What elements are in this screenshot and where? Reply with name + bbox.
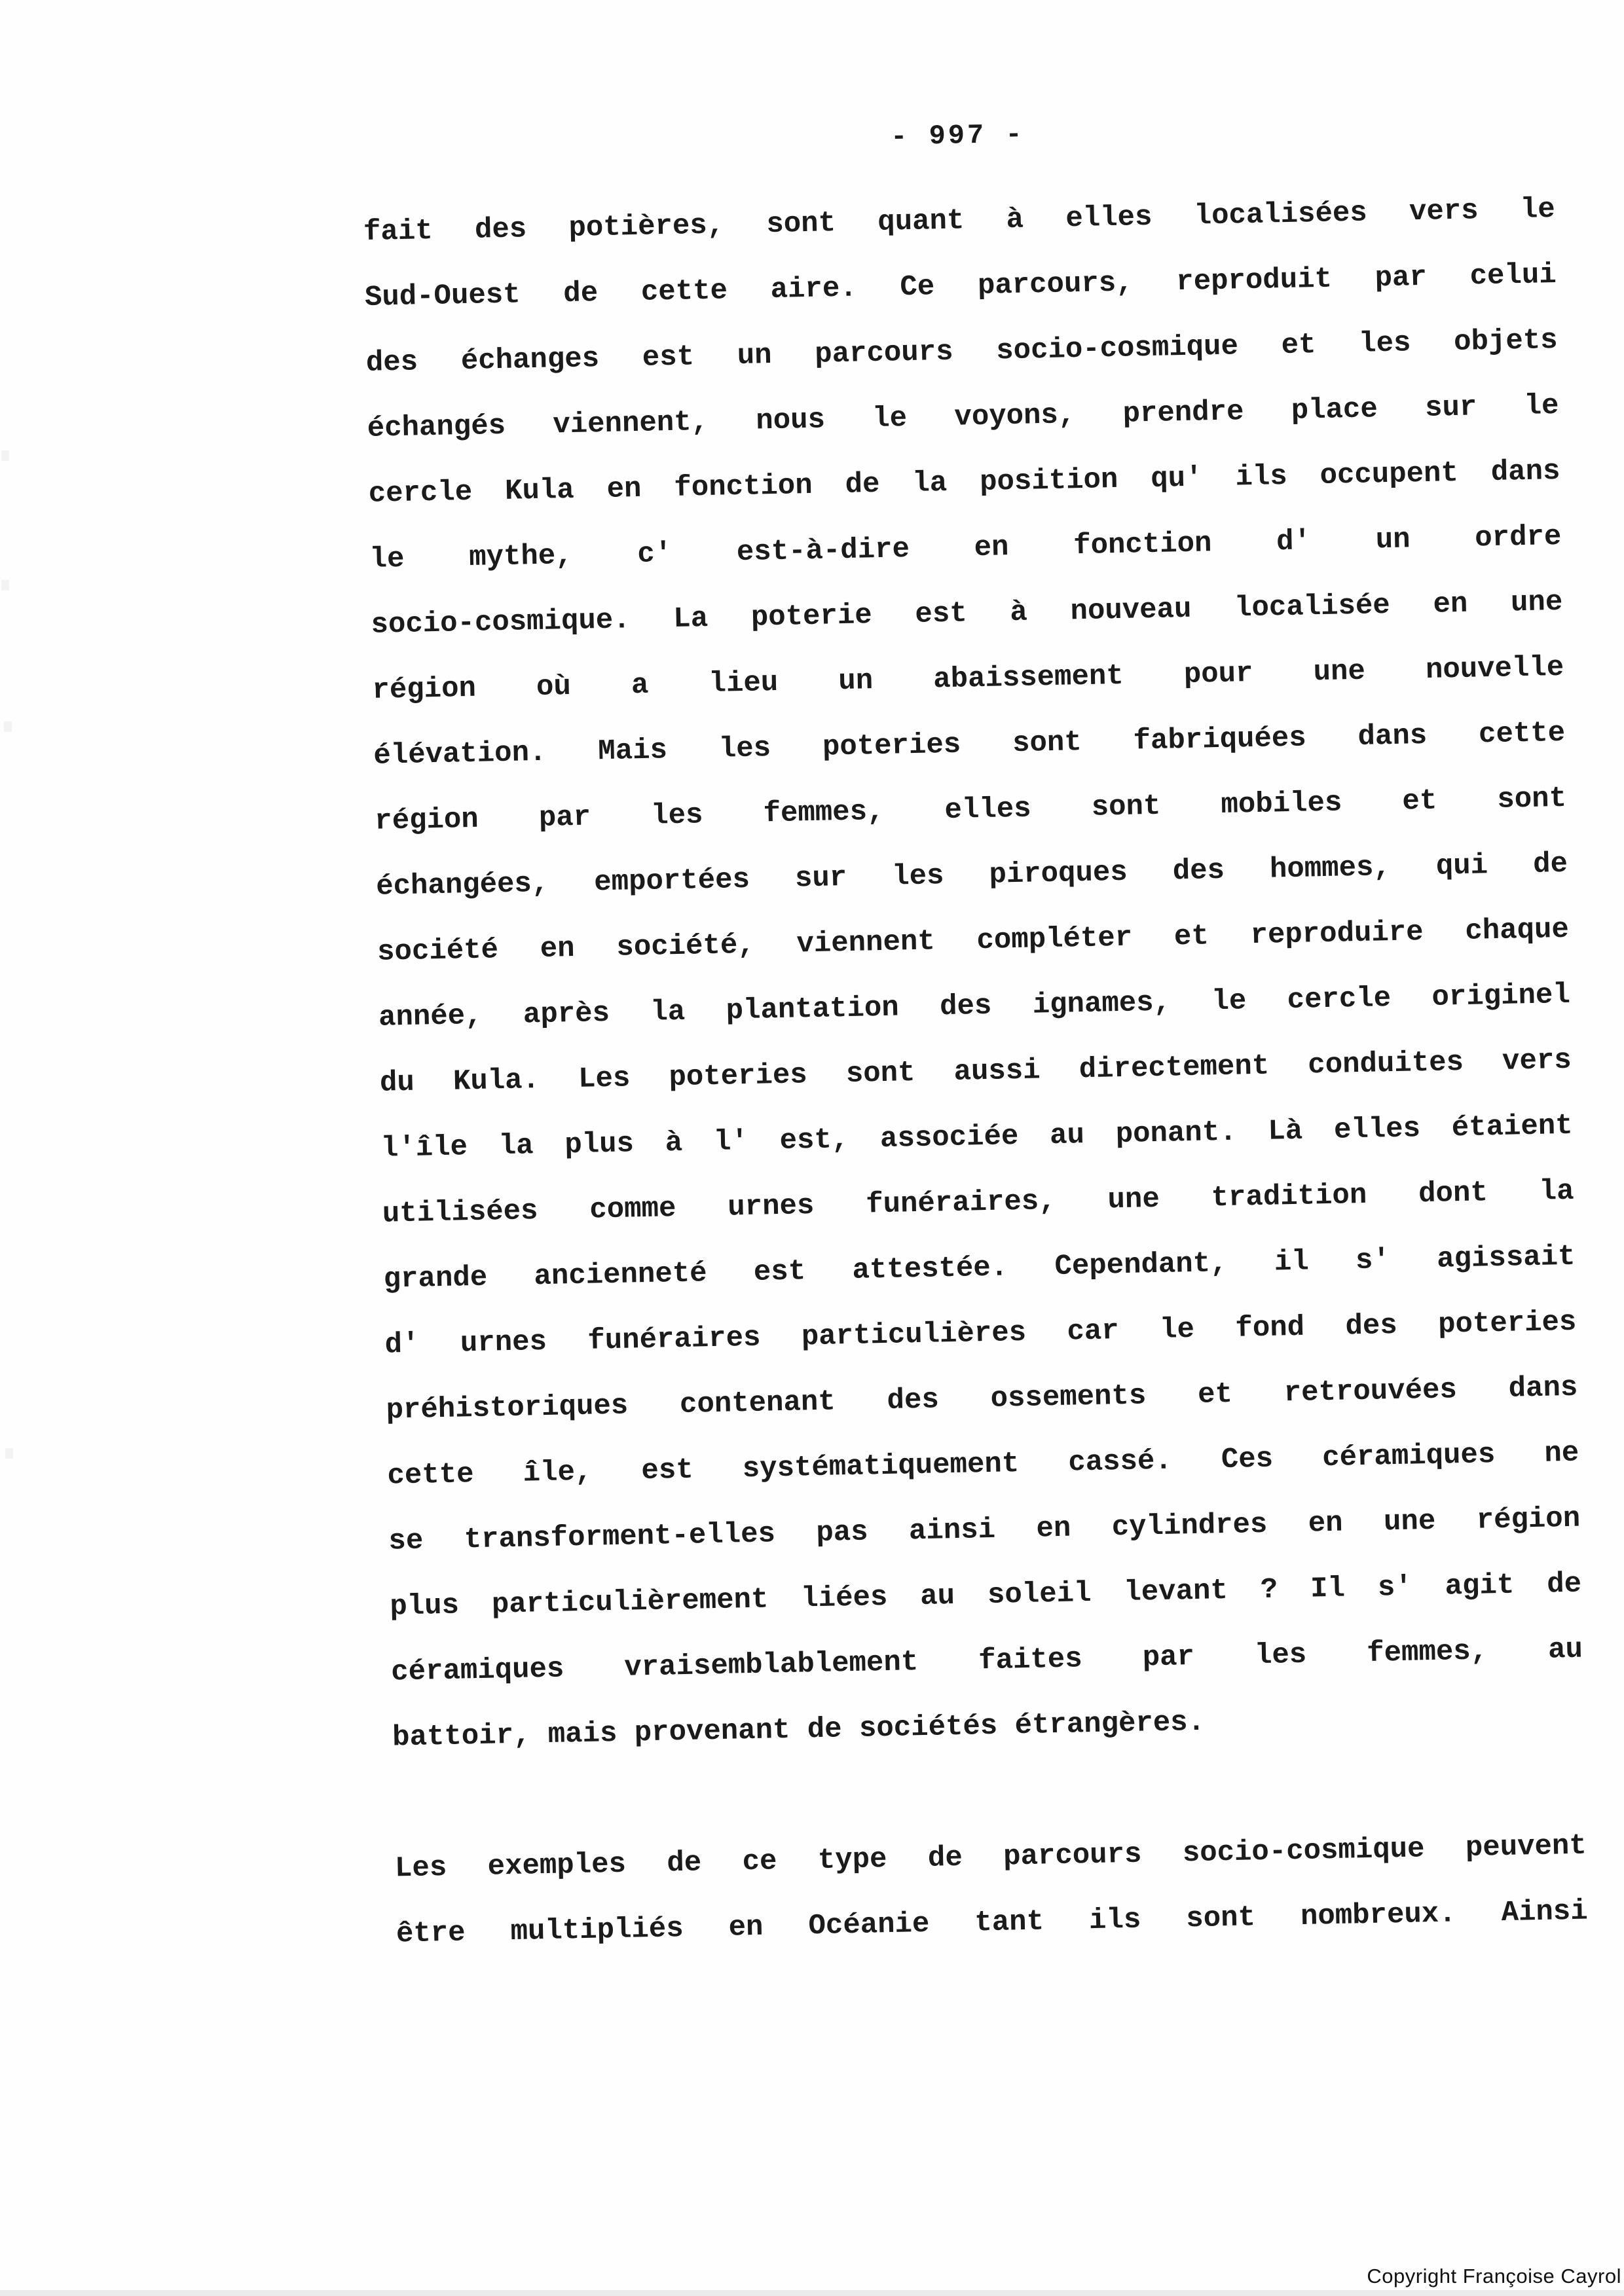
text-line: plus particulièrement liées au soleil levant ? Il s' agit de xyxy=(389,1567,1582,1624)
scan-speck-artifact xyxy=(1,450,9,461)
text-line: Sud-Ouest de cette aire. Ce parcours, reproduit par celui xyxy=(364,259,1557,314)
text-line: cercle Kula en fonction de la position qu' ils occupent dans xyxy=(368,454,1560,511)
page-number: - 997 - xyxy=(890,118,1025,153)
text-line: socio-cosmique. La poterie est à nouveau localisée en une xyxy=(371,585,1563,642)
text-line: cette île, est systématiquement cassé. Ces céramiques ne xyxy=(387,1436,1579,1493)
text-line: d' urnes funéraires particulières car le fond des poteries xyxy=(384,1305,1577,1362)
text-line: utilisées comme urnes funéraires, une tradition dont la xyxy=(382,1175,1575,1231)
paragraph xyxy=(363,177,1585,1770)
text-line: le mythe, c' est-à-dire en fonction d' un ordre xyxy=(369,520,1562,576)
text-line: région où a lieu un abaissement pour une nouvelle xyxy=(372,651,1564,707)
text-line: l'île la plus à l' est, associée au ponant. Là elles étaient xyxy=(380,1109,1574,1165)
text-line: société en société, viennent compléter et reproduire chaque xyxy=(377,913,1570,969)
scan-speck-artifact xyxy=(1,580,9,591)
text-line: des échanges est un parcours socio-cosmique et les objets xyxy=(365,323,1559,380)
scan-edge-artifact xyxy=(0,2290,1624,2296)
text-line: grande ancienneté est attestée. Cependant, il s' agissait xyxy=(383,1240,1576,1296)
text-line: préhistoriques contenant des ossements et retrouvées dans xyxy=(386,1371,1578,1427)
text-line: être multipliés en Océanie tant ils sont nombreux. Ainsi xyxy=(396,1895,1589,1951)
text-line: céramiques vraisemblablement faites par les femmes, au xyxy=(390,1633,1583,1689)
text-line: échangés viennent, nous le voyons, prendre place sur le xyxy=(367,389,1559,445)
text-line: région par les femmes, elles sont mobiles et sont xyxy=(374,782,1567,838)
scan-speck-artifact xyxy=(4,721,12,732)
body-text xyxy=(363,177,1588,1967)
text-line: du Kula. Les poteries sont aussi directement conduites vers xyxy=(379,1044,1572,1100)
text-line: fait des potières, sont quant à elles localisées vers le xyxy=(363,193,1556,249)
text-line: année, après la plantation des ignames, le cercle originel xyxy=(378,978,1571,1034)
text-line: élévation. Mais les poteries sont fabriquées dans cette xyxy=(373,716,1566,773)
text-line: battoir, mais provenant de sociétés étrangères. xyxy=(392,1705,1206,1755)
scan-speck-artifact xyxy=(5,1448,13,1459)
text-line: échangées, emportées sur les piroques des hommes, qui de xyxy=(375,847,1568,903)
text-line: Les exemples de ce type de parcours socio-cosmique peuvent xyxy=(394,1829,1587,1886)
text-line: se transforment-elles pas ainsi en cylindres en une région xyxy=(388,1502,1581,1558)
copyright-notice: Copyright Françoise Cayrol xyxy=(1367,2265,1621,2287)
typed-text-block xyxy=(361,105,1589,1967)
paragraph xyxy=(394,1813,1589,1967)
